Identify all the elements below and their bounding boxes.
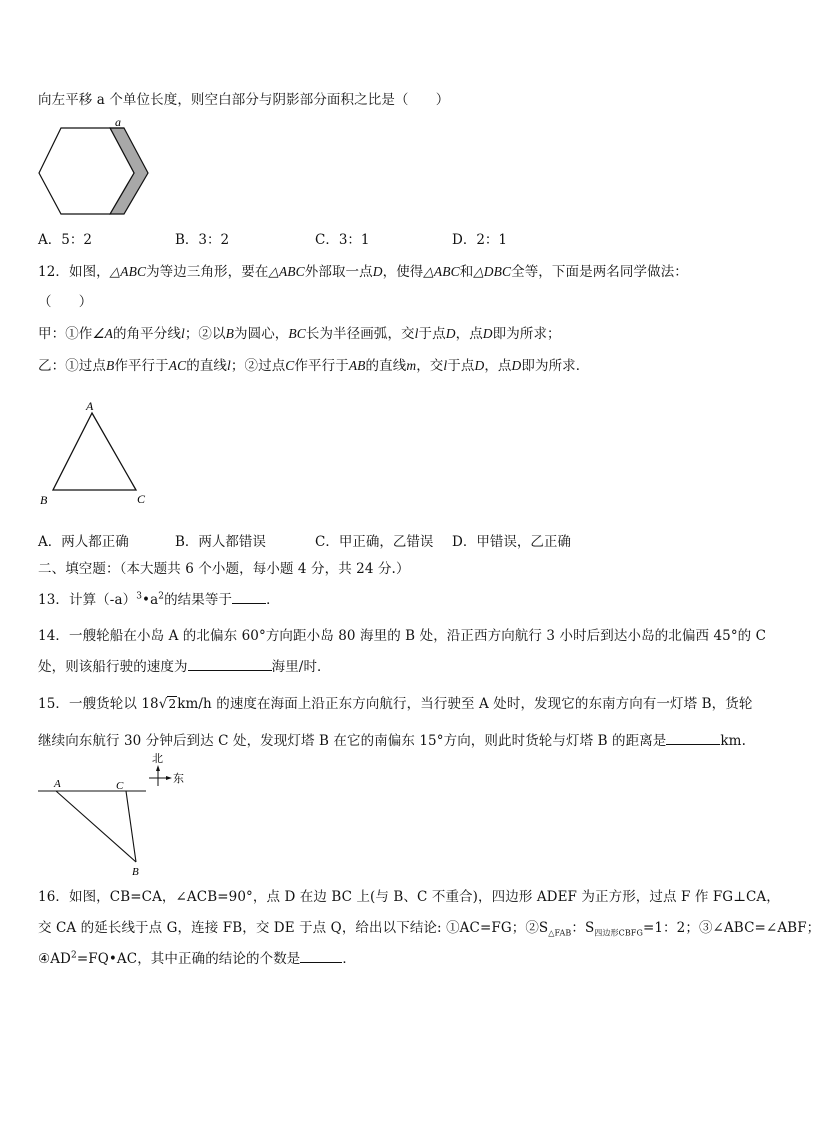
label-a: A — [86, 399, 94, 413]
q15-answer-blank[interactable] — [666, 732, 720, 745]
line-c-b — [126, 791, 136, 862]
q11-option-b[interactable]: B．3：2 — [175, 232, 230, 248]
q11-stem: 向左平移 a 个单位长度，则空白部分与阴影部分面积之比是（ ） — [38, 92, 450, 108]
q12-stem: 12．如图，△ABC为等边三角形，要在△ABC外部取一点D，使得△ABC和△DBC全等，下面是两名同学做法： — [38, 264, 688, 280]
q16-answer-blank[interactable] — [300, 950, 342, 963]
compass-north: 北 — [152, 752, 163, 765]
label-c: C — [116, 780, 124, 792]
q15-line2: 继续向东航行 30 分钟后到达 C 处，发现灯塔 B 在它的南偏东 15°方向，则此时货轮与灯塔 B 的距离是 km. — [38, 733, 746, 749]
triangle-abc — [53, 413, 136, 490]
q11-option-a[interactable]: A．5：2 — [38, 232, 92, 248]
q14-answer-blank[interactable] — [188, 658, 272, 671]
q12-option-b[interactable]: B．两人都错误 — [175, 534, 266, 550]
q11-hexagon-figure — [36, 116, 154, 218]
q11-option-d[interactable]: D．2：1 — [452, 232, 508, 248]
label-c: C — [137, 492, 146, 506]
q13: 13．计算$(-a)^3•a^2$的结果等于 ． — [38, 591, 280, 608]
label-b: B — [132, 866, 139, 878]
q11-option-c[interactable]: C．3：1 — [315, 232, 370, 248]
q15-line1: 15．一艘货轮以 18√2km/h 的速度在海面上沿正东方向航行，当行驶至 A 处时，发现它的东南方向有一灯塔 B，货轮 — [38, 696, 753, 712]
compass-east: 东 — [173, 772, 184, 785]
q12-option-a[interactable]: A．两人都正确 — [38, 534, 129, 550]
q14-line2: 处，则该船行驶的速度为 海里/时． — [38, 659, 331, 675]
q12-yi: 乙：①过点B作平行于AC的直线l；②过点C作平行于AB的直线m，交l于点D，点D即为所求． — [38, 358, 590, 374]
q12-triangle-figure — [36, 398, 156, 510]
q16-line1: 16．如图，CB=CA，∠ACB=90°，点 D 在边 BC 上(与 B、C 不重合)，四边形 ADEF 为正方形，过点 F 作 FG⊥CA， — [38, 889, 780, 905]
compass-icon — [149, 765, 172, 786]
q16-line2: 交 CA 的延长线于点 G，连接 FB，交 DE 于点 Q，给出以下结论: ①AC=FG；$②S_{\triangle FAB}$：$S_{四边形CBFG}=1$：2；③∠ABC=∠ABF； — [38, 920, 820, 938]
label-a: A — [54, 778, 61, 790]
label-b: B — [40, 493, 48, 507]
sqrt-symbol: √2 — [158, 696, 177, 712]
line-a-b — [56, 791, 136, 862]
q16-line3: $④AD^2=FQ•AC$，其中正确的结论的个数是 ． — [38, 950, 357, 967]
section-2-heading: 二、填空题：（本大题共 6 个小题，每小题 4 分，共 24 分.） — [38, 561, 410, 577]
q12-option-c[interactable]: C．甲正确，乙错误 — [315, 534, 434, 550]
q12-jia: 甲：①作∠A的角平分线l；②以B为圆心，BC长为半径画弧，交l于点D，点D即为所求； — [38, 326, 561, 342]
q15-navigation-figure — [36, 748, 196, 880]
q12-option-d[interactable]: D．甲错误，乙正确 — [452, 534, 571, 550]
q14-line1: 14．一艘轮船在小岛 A 的北偏东 60°方向距小岛 80 海里的 B 处，沿正西方向航行 3 小时后到达小岛的北偏西 45°的 C — [38, 628, 767, 644]
hexagon-label-a: a — [115, 115, 121, 129]
q13-answer-blank[interactable] — [232, 591, 266, 604]
q12-paren: （ ） — [38, 294, 93, 310]
